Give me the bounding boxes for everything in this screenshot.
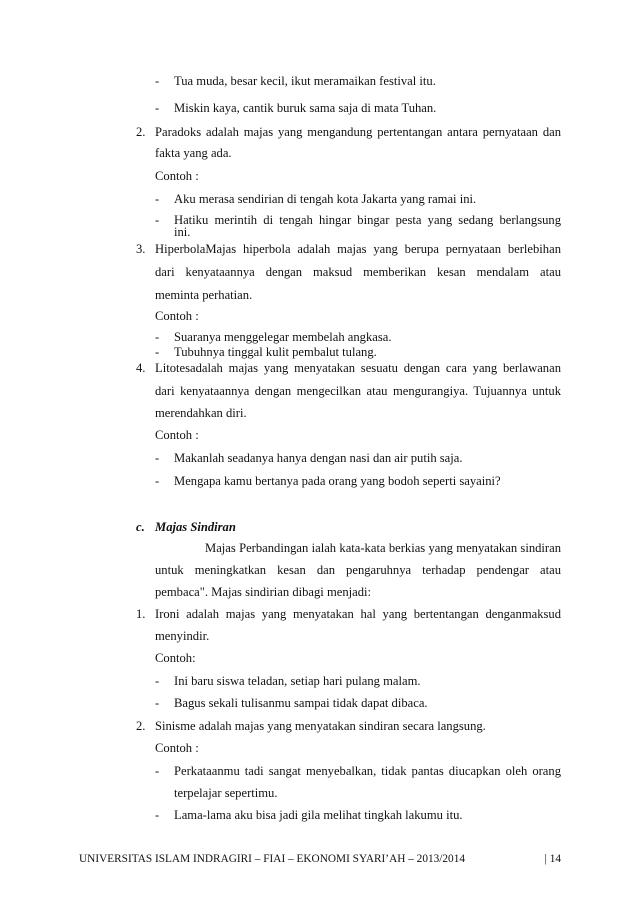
list-item-text: Ini baru siswa teladan, setiap hari pulang malam. (174, 674, 421, 688)
example-label: Contoh : (155, 741, 199, 755)
list-item-text: Suaranya menggelegar membelah angkasa. (174, 330, 392, 344)
list-item-text: Perkataanmu tadi sangat menyebalkan, tidak pantas diucapkan oleh orang (174, 764, 561, 778)
paragraph-line: HiperbolaMajas hiperbola adalah majas yang berupa pernyataan berlebihan (155, 242, 561, 256)
list-item-text: ini. (174, 225, 191, 239)
list-item-text: Hatiku merintih di tengah hingar bingar pesta yang sedang berlangsung (174, 213, 561, 227)
section-heading: Majas Sindiran (155, 520, 236, 534)
page-number: | 14 (544, 853, 561, 865)
list-dash: - (155, 808, 160, 822)
paragraph-line: Ironi adalah majas yang menyatakan hal yang bertentangan denganmaksud (155, 607, 561, 621)
paragraph-line: Sinisme adalah majas yang menyatakan sindiran secara langsung. (155, 719, 486, 733)
list-dash: - (155, 474, 160, 488)
footer-institution: UNIVERSITAS ISLAM INDRAGIRI – FIAI – EKONOMI SYARI’AH – 2013/2014 (79, 853, 466, 865)
list-dash: - (155, 330, 160, 344)
paragraph-line: fakta yang ada. (155, 146, 232, 160)
list-item-text: Makanlah seadanya hanya dengan nasi dan air putih saja. (174, 451, 463, 465)
list-dash: - (155, 74, 160, 88)
list-item-text: Tua muda, besar kecil, ikut meramaikan festival itu. (174, 74, 436, 88)
paragraph-line: meminta perhatian. (155, 288, 253, 302)
list-dash: - (155, 674, 160, 688)
paragraph-line: Paradoks adalah majas yang mengandung pertentangan antara pernyataan dan (155, 125, 561, 139)
item-number: 4. (136, 361, 146, 375)
list-dash: - (155, 101, 160, 115)
list-item-text: Tubuhnya tinggal kulit pembalut tulang. (174, 345, 377, 359)
paragraph-line: pembaca". Majas sindirian dibagi menjadi: (155, 585, 372, 599)
list-item-text: Lama-lama aku bisa jadi gila melihat tingkah lakumu itu. (174, 808, 463, 822)
list-dash: - (155, 696, 160, 710)
list-item-text: Aku merasa sendirian di tengah kota Jakarta yang ramai ini. (174, 192, 477, 206)
paragraph-line: Litotesadalah majas yang menyatakan sesuatu dengan cara yang berlawanan (155, 361, 561, 375)
list-item-text: Miskin kaya, cantik buruk sama saja di mata Tuhan. (174, 101, 437, 115)
paragraph-line: dari kenyataannya dengan maksud memberikan kesan mendalam atau (155, 265, 561, 279)
item-number: 2. (136, 125, 146, 139)
paragraph-line: untuk meningkatkan kesan dan pengaruhnya terhadap pendengar atau (155, 563, 561, 577)
paragraph-line: dari kenyataannya dengan mengecilkan atau mengurangiya. Tujuannya untuk (155, 384, 561, 398)
section-label: c. (136, 520, 145, 534)
list-dash: - (155, 192, 160, 206)
item-number: 2. (136, 719, 146, 733)
item-number: 1. (136, 607, 146, 621)
list-item-text: terpelajar sepertimu. (174, 786, 278, 800)
example-label: Contoh : (155, 169, 199, 183)
paragraph-line: merendahkan diri. (155, 406, 247, 420)
list-dash: - (155, 213, 160, 227)
example-label: Contoh : (155, 428, 199, 442)
example-label: Contoh: (155, 651, 196, 665)
list-item-text: Bagus sekali tulisanmu sampai tidak dapat dibaca. (174, 696, 428, 710)
list-dash: - (155, 764, 160, 778)
list-dash: - (155, 345, 160, 359)
example-label: Contoh : (155, 309, 199, 323)
paragraph-line: menyindir. (155, 629, 210, 643)
paragraph-line: Majas Perbandingan ialah kata-kata berkias yang menyatakan sindiran (205, 541, 561, 555)
list-dash: - (155, 451, 160, 465)
list-item-text: Mengapa kamu bertanya pada orang yang bodoh seperti sayaini? (174, 474, 501, 488)
item-number: 3. (136, 242, 146, 256)
